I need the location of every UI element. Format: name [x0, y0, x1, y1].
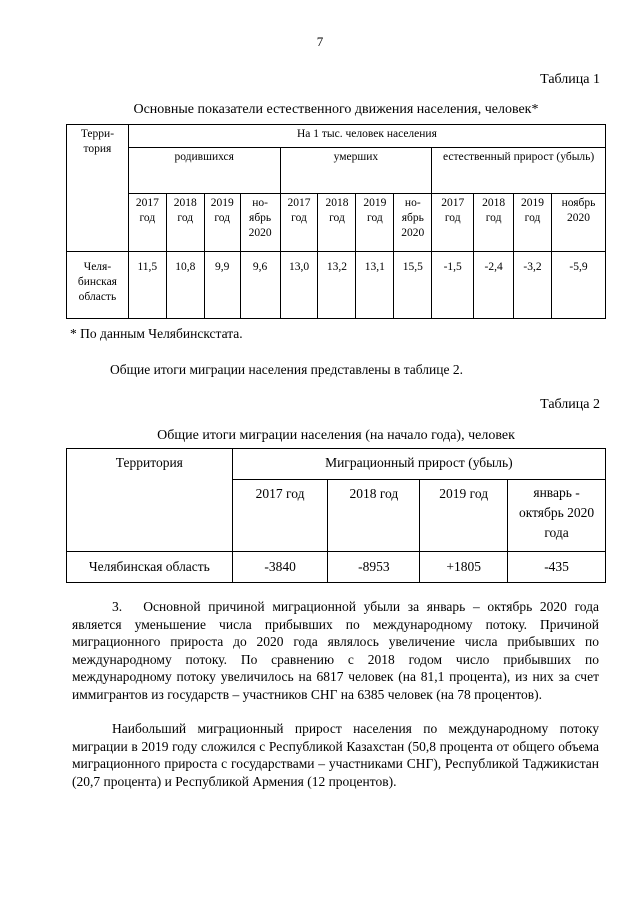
table1-cell: -1,5 — [432, 252, 474, 319]
footnote: * По данным Челябинскстата. — [70, 326, 243, 341]
table1-year-died-2018: 2018 год — [318, 194, 356, 252]
table1-cell: 15,5 — [394, 252, 432, 319]
table1-group-born: родившихся — [128, 148, 280, 194]
table2-row-territory: Челябинская область — [67, 552, 233, 583]
table1-per-thousand-header: На 1 тыс. человек населения — [128, 125, 605, 148]
table2-year-2017: 2017 год — [232, 480, 328, 552]
table1-cell: 9,9 — [204, 252, 240, 319]
table1-group-natural: естественный прирост (убыль) — [432, 148, 606, 194]
table1-year-born-2019: 2019 год — [204, 194, 240, 252]
table1-year-born-2018: 2018 год — [166, 194, 204, 252]
table1-year-natural-2020: ноябрь 2020 — [551, 194, 605, 252]
table1-caption: Основные показатели естественного движения населения, человек* — [133, 102, 539, 117]
page-number: 7 — [316, 34, 324, 49]
table1-cell: 10,8 — [166, 252, 204, 319]
table2-label: Таблица 2 — [540, 397, 600, 412]
table2-cell: -3840 — [232, 552, 328, 583]
table1-cell: 11,5 — [128, 252, 166, 319]
table2-caption: Общие итоги миграции населения (на начало года), человек — [157, 428, 515, 443]
intro-line: Общие итоги миграции населения представлены в таблице 2. — [110, 362, 463, 377]
paragraph-migration-sources: Наибольший миграционный прирост населения по международному потоку миграции в 2019 году сложился с Республикой Казахстан (50,8 процента от общего объема миграционного прироста с государствами – участниками СНГ), Республикой Таджикистан (20,7 процента) и Республикой Армения (12 процентов). — [72, 721, 599, 789]
table1-year-born-2020: но-ябрь 2020 — [240, 194, 280, 252]
table1-year-born-2017: 2017 год — [128, 194, 166, 252]
table2-year-2018: 2018 год — [328, 480, 420, 552]
table1-cell: -2,4 — [474, 252, 514, 319]
table1-year-natural-2017: 2017 год — [432, 194, 474, 252]
table1-year-natural-2019: 2019 год — [514, 194, 552, 252]
table1-row-territory: Челя-бинская область — [67, 252, 129, 319]
table1-group-died: умерших — [280, 148, 432, 194]
paragraph-migration-reason: 3. Основной причиной миграционной убыли за январь – октябрь 2020 года является уменьшение числа прибывших по международному потоку. Причиной миграционного прироста до 2020 года являлось увеличение числа прибывших по международному потоку. По сравнению с 2018 годом число прибывших по международному потоку увеличилось на 6817 человек (на 81,1 процента), из них за счет иммигрантов из государств – участников СНГ на 6385 человек (на 78 процентов). — [72, 599, 599, 702]
table2-cell: +1805 — [420, 552, 508, 583]
table2-territory-header: Территория — [67, 449, 233, 552]
table1-year-died-2019: 2019 год — [356, 194, 394, 252]
table1-label: Таблица 1 — [540, 72, 600, 87]
natural-movement-table — [66, 124, 606, 319]
table1-cell: -5,9 — [551, 252, 605, 319]
migration-table — [66, 448, 606, 583]
table1-cell: 9,6 — [240, 252, 280, 319]
table1-year-died-2020: но-ябрь 2020 — [394, 194, 432, 252]
table2-year-2019: 2019 год — [420, 480, 508, 552]
table1-cell: 13,2 — [318, 252, 356, 319]
table1-year-died-2017: 2017 год — [280, 194, 318, 252]
table1-cell: -3,2 — [514, 252, 552, 319]
table2-cell: -8953 — [328, 552, 420, 583]
table1-cell: 13,0 — [280, 252, 318, 319]
table1-cell: 13,1 — [356, 252, 394, 319]
table2-year-2020: январь - октябрь 2020 года — [508, 480, 606, 552]
table2-cell: -435 — [508, 552, 606, 583]
table2-migration-header: Миграционный прирост (убыль) — [232, 449, 605, 480]
table1-year-natural-2018: 2018 год — [474, 194, 514, 252]
table1-territory-header: Терри-тория — [67, 125, 129, 252]
